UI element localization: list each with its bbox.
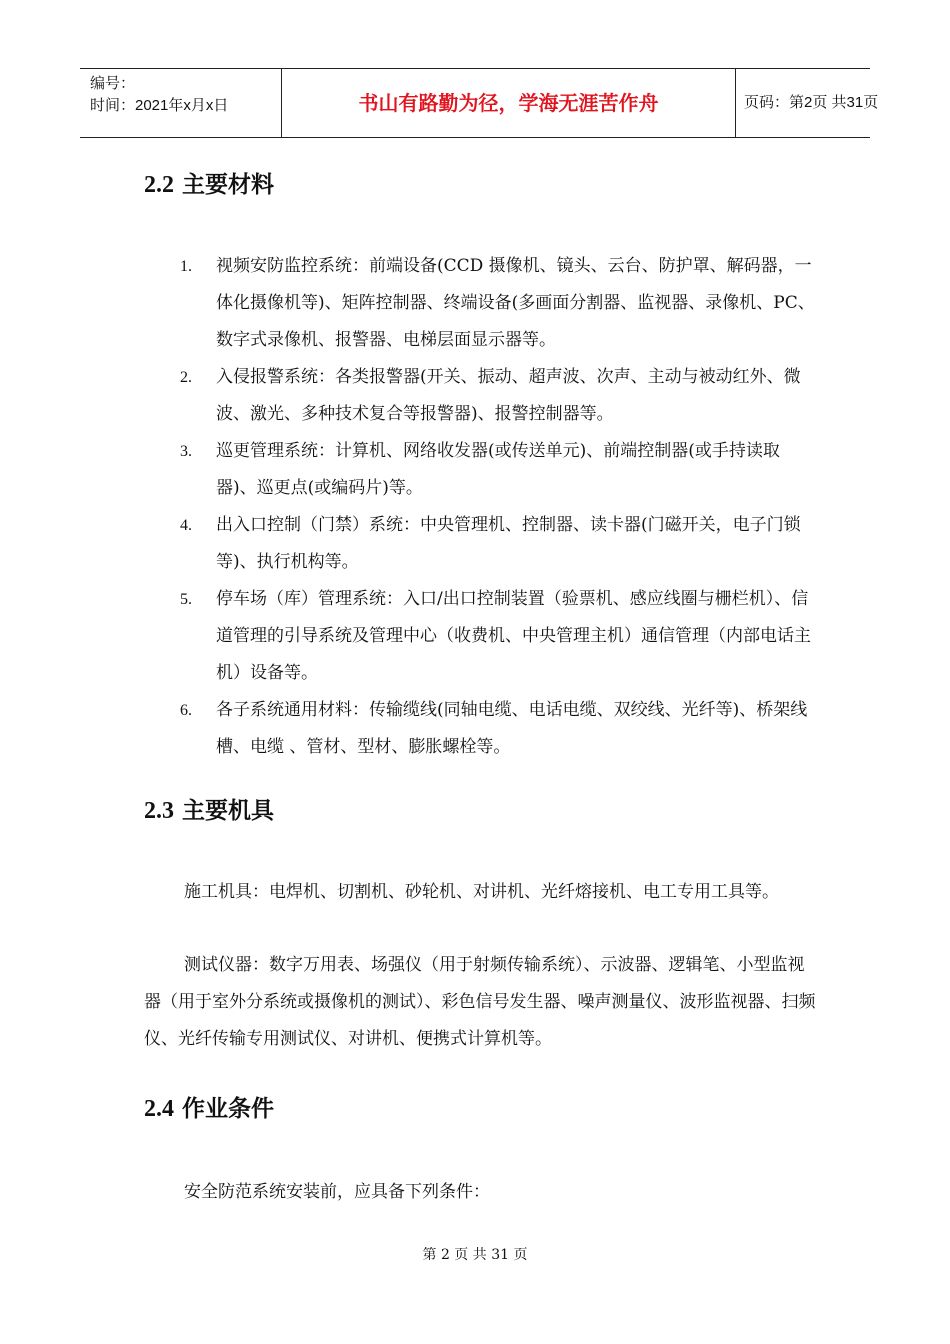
section-number: 2.2 bbox=[144, 172, 174, 198]
section-title: 主要机具 bbox=[182, 798, 275, 824]
section-number: 2.4 bbox=[144, 1096, 174, 1122]
list-text: 出入口控制（门禁）系统：中央管理机、控制器、读卡器(门磁开关，电子门锁等)、执行机构等。 bbox=[216, 515, 801, 572]
list-text: 视频安防监控系统：前端设备(CCD 摄像机、镜头、云台、防护罩、解码器，一体化摄像机等)、矩阵控制器、终端设备(多画面分割器、监视器、录像机、PC、数字式录像机、报警器、电梯层面显示器等。 bbox=[216, 256, 815, 350]
list-item bbox=[180, 692, 820, 766]
list-item bbox=[180, 433, 820, 507]
list-text: 停车场（库）管理系统：入口/出口控制装置（验票机、感应线圈与栅栏机）、信道管理的引导系统及管理中心（收费机、中央管理主机）通信管理（内部电话主机）设备等。 bbox=[216, 589, 811, 683]
header-meta-cell bbox=[80, 69, 282, 137]
document-number-label: 编号： bbox=[90, 75, 136, 92]
list-number: 4. bbox=[180, 517, 192, 534]
header-page-code: 页码：第2页 共31页 bbox=[744, 94, 879, 111]
list-item bbox=[180, 507, 820, 581]
section-title: 作业条件 bbox=[182, 1096, 275, 1122]
section-heading-2-3 bbox=[144, 796, 274, 826]
list-number: 3. bbox=[180, 443, 192, 460]
list-text: 巡更管理系统：计算机、网络收发器(或传送单元)、前端控制器(或手持读取器)、巡更点(或编码片)等。 bbox=[216, 441, 780, 498]
materials-list bbox=[180, 248, 820, 766]
page-header-table bbox=[80, 68, 879, 138]
list-number: 2. bbox=[180, 369, 192, 386]
section-heading-2-4 bbox=[144, 1094, 274, 1124]
list-item bbox=[180, 248, 820, 359]
list-number: 1. bbox=[180, 258, 192, 275]
list-text: 入侵报警系统：各类报警器(开关、振动、超声波、次声、主动与被动红外、微波、激光、多种技术复合等报警器)、报警控制器等。 bbox=[216, 367, 801, 424]
header-motto: 书山有路勤为径，学海无涯苦作舟 bbox=[282, 69, 736, 137]
list-number: 5. bbox=[180, 591, 192, 608]
page-footer: 第 2 页 共 31 页 bbox=[422, 1247, 528, 1263]
section-title: 主要材料 bbox=[182, 172, 275, 198]
section-number: 2.3 bbox=[144, 798, 174, 824]
list-text: 各子系统通用材料：传输缆线(同轴电缆、电话电缆、双绞线、光纤等)、桥架线槽、电缆 、管材、型材、膨胀螺栓等。 bbox=[216, 700, 808, 757]
section-heading-2-2 bbox=[144, 170, 274, 200]
list-item bbox=[180, 581, 820, 692]
list-item bbox=[180, 359, 820, 433]
list-number: 6. bbox=[180, 702, 192, 719]
document-time-label: 时间：2021年x月x日 bbox=[90, 97, 229, 114]
conditions-paragraph: 安全防范系统安装前，应具备下列条件： bbox=[184, 1182, 490, 1202]
instruments-paragraph: 测试仪器：数字万用表、场强仪（用于射频传输系统）、示波器、逻辑笔、小型监视器（用于室外分系统或摄像机的测试）、彩色信号发生器、噪声测量仪、波形监视器、扫频仪、光纤传输专用测试仪、对讲机、便携式计算机等。 bbox=[144, 955, 816, 1049]
tools-paragraph: 施工机具：电焊机、切割机、砂轮机、对讲机、光纤熔接机、电工专用工具等。 bbox=[184, 882, 779, 902]
